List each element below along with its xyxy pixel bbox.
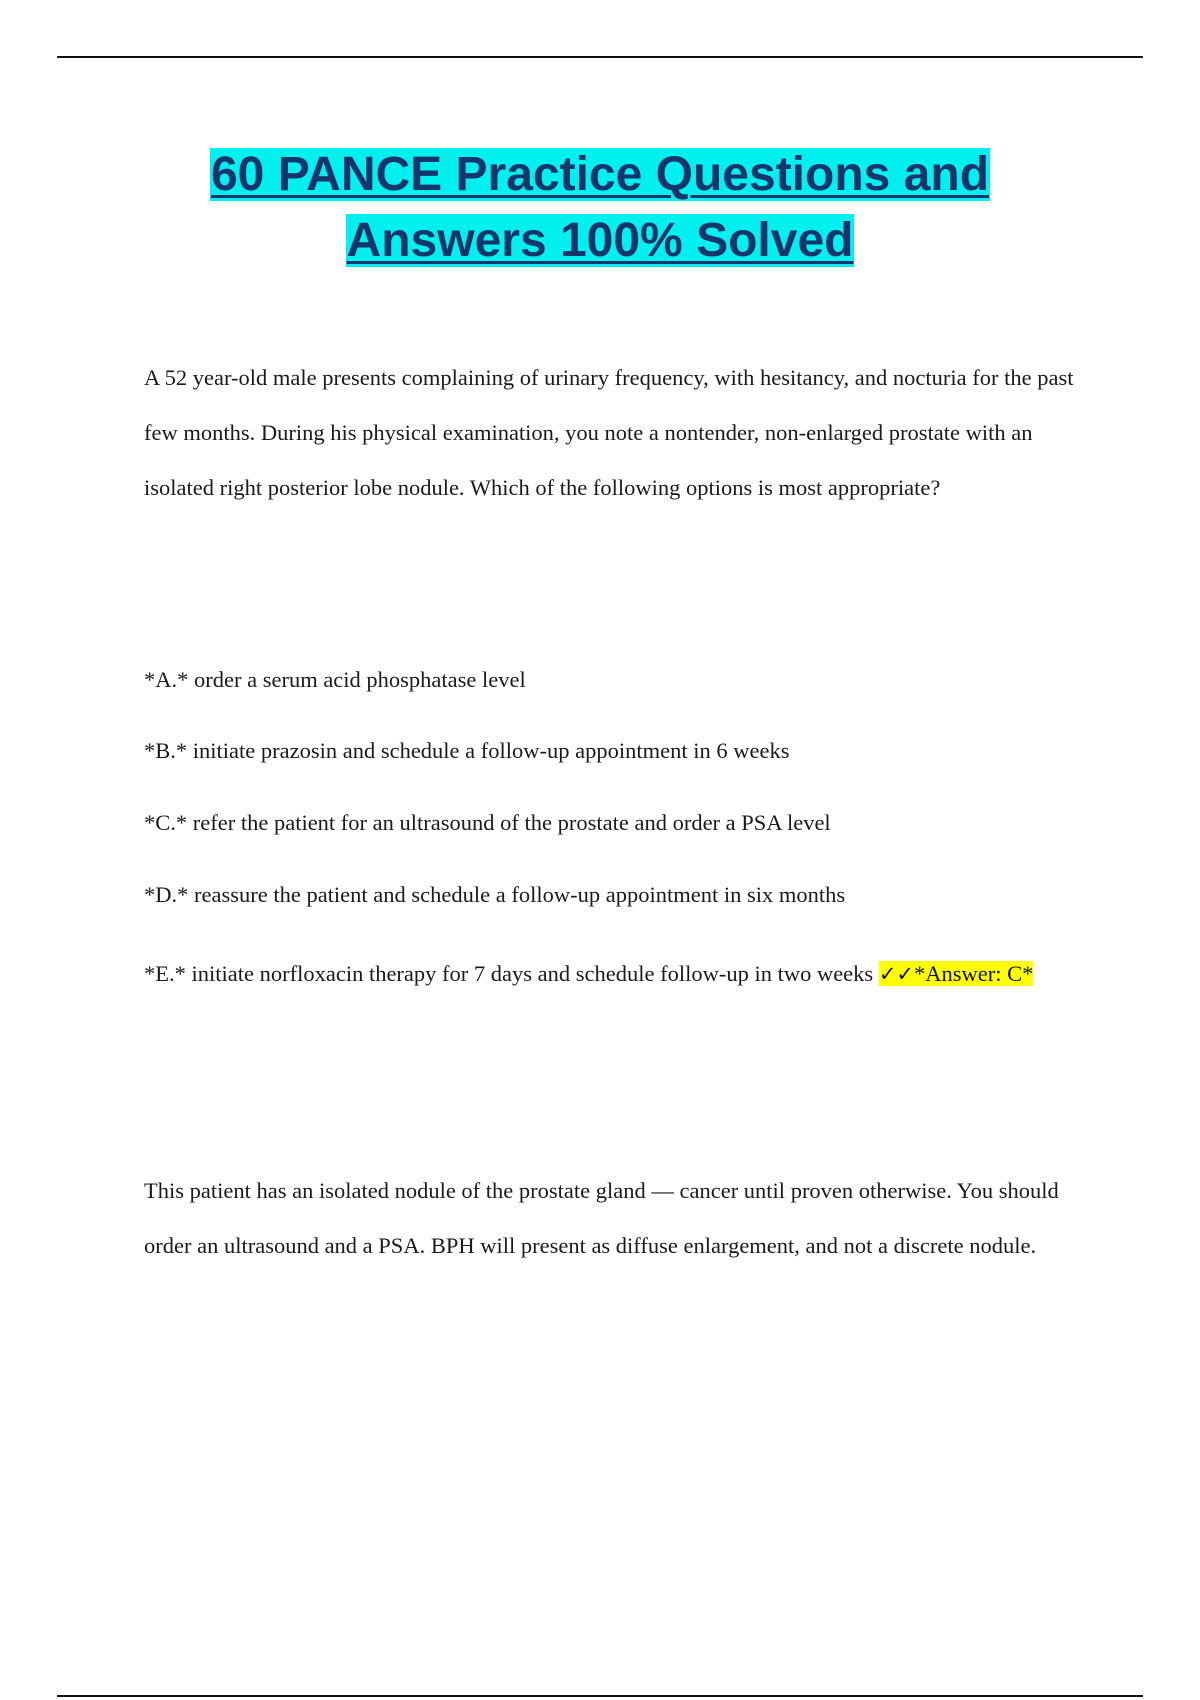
question-text: A 52 year-old male presents complaining of urinary frequency, with hesitancy, and nocturia for the past few months. During his physical examination, you note a nontender, non-enlarged prostate with an isolated right posterior lobe nodule. Which of the following options is most appropriate? [144,365,1074,500]
answer-highlight [879,961,1034,986]
option-a-text: order a serum acid phosphatase level [194,667,526,692]
title-line-2: Answers 100% Solved [346,214,854,267]
option-c-text: refer the patient for an ultrasound of the prostate and order a PSA level [192,810,831,835]
option-e [144,941,1074,1007]
option-b [144,736,789,766]
option-c [144,808,831,838]
option-e-marker: *E.* [144,961,186,986]
option-b-text: initiate prazosin and schedule a follow-up appointment in 6 weeks [192,738,790,763]
footer-rule [57,1695,1143,1697]
option-d [144,880,845,910]
option-c-marker: *C.* [144,810,188,835]
check-mark-icon: ✓✓ [878,962,915,986]
option-a [144,665,526,695]
option-e-text: initiate norfloxacin therapy for 7 days and schedule follow-up in two weeks [191,961,874,986]
title-line-1: 60 PANCE Practice Questions and [210,148,990,201]
explanation-text: This patient has an isolated nodule of the prostate gland — cancer until proven otherwise. You should order an ultrasound and a PSA. BPH will present as diffuse enlargement, and not a discrete nodule. [144,1178,1059,1258]
option-d-text: reassure the patient and schedule a follow-up appointment in six months [194,882,846,907]
option-a-marker: *A.* [144,667,189,692]
option-d-marker: *D.* [144,882,189,907]
answer-text: *Answer: C* [914,961,1034,986]
option-b-marker: *B.* [144,738,188,763]
header-rule [57,56,1143,58]
document-title [0,142,1200,274]
